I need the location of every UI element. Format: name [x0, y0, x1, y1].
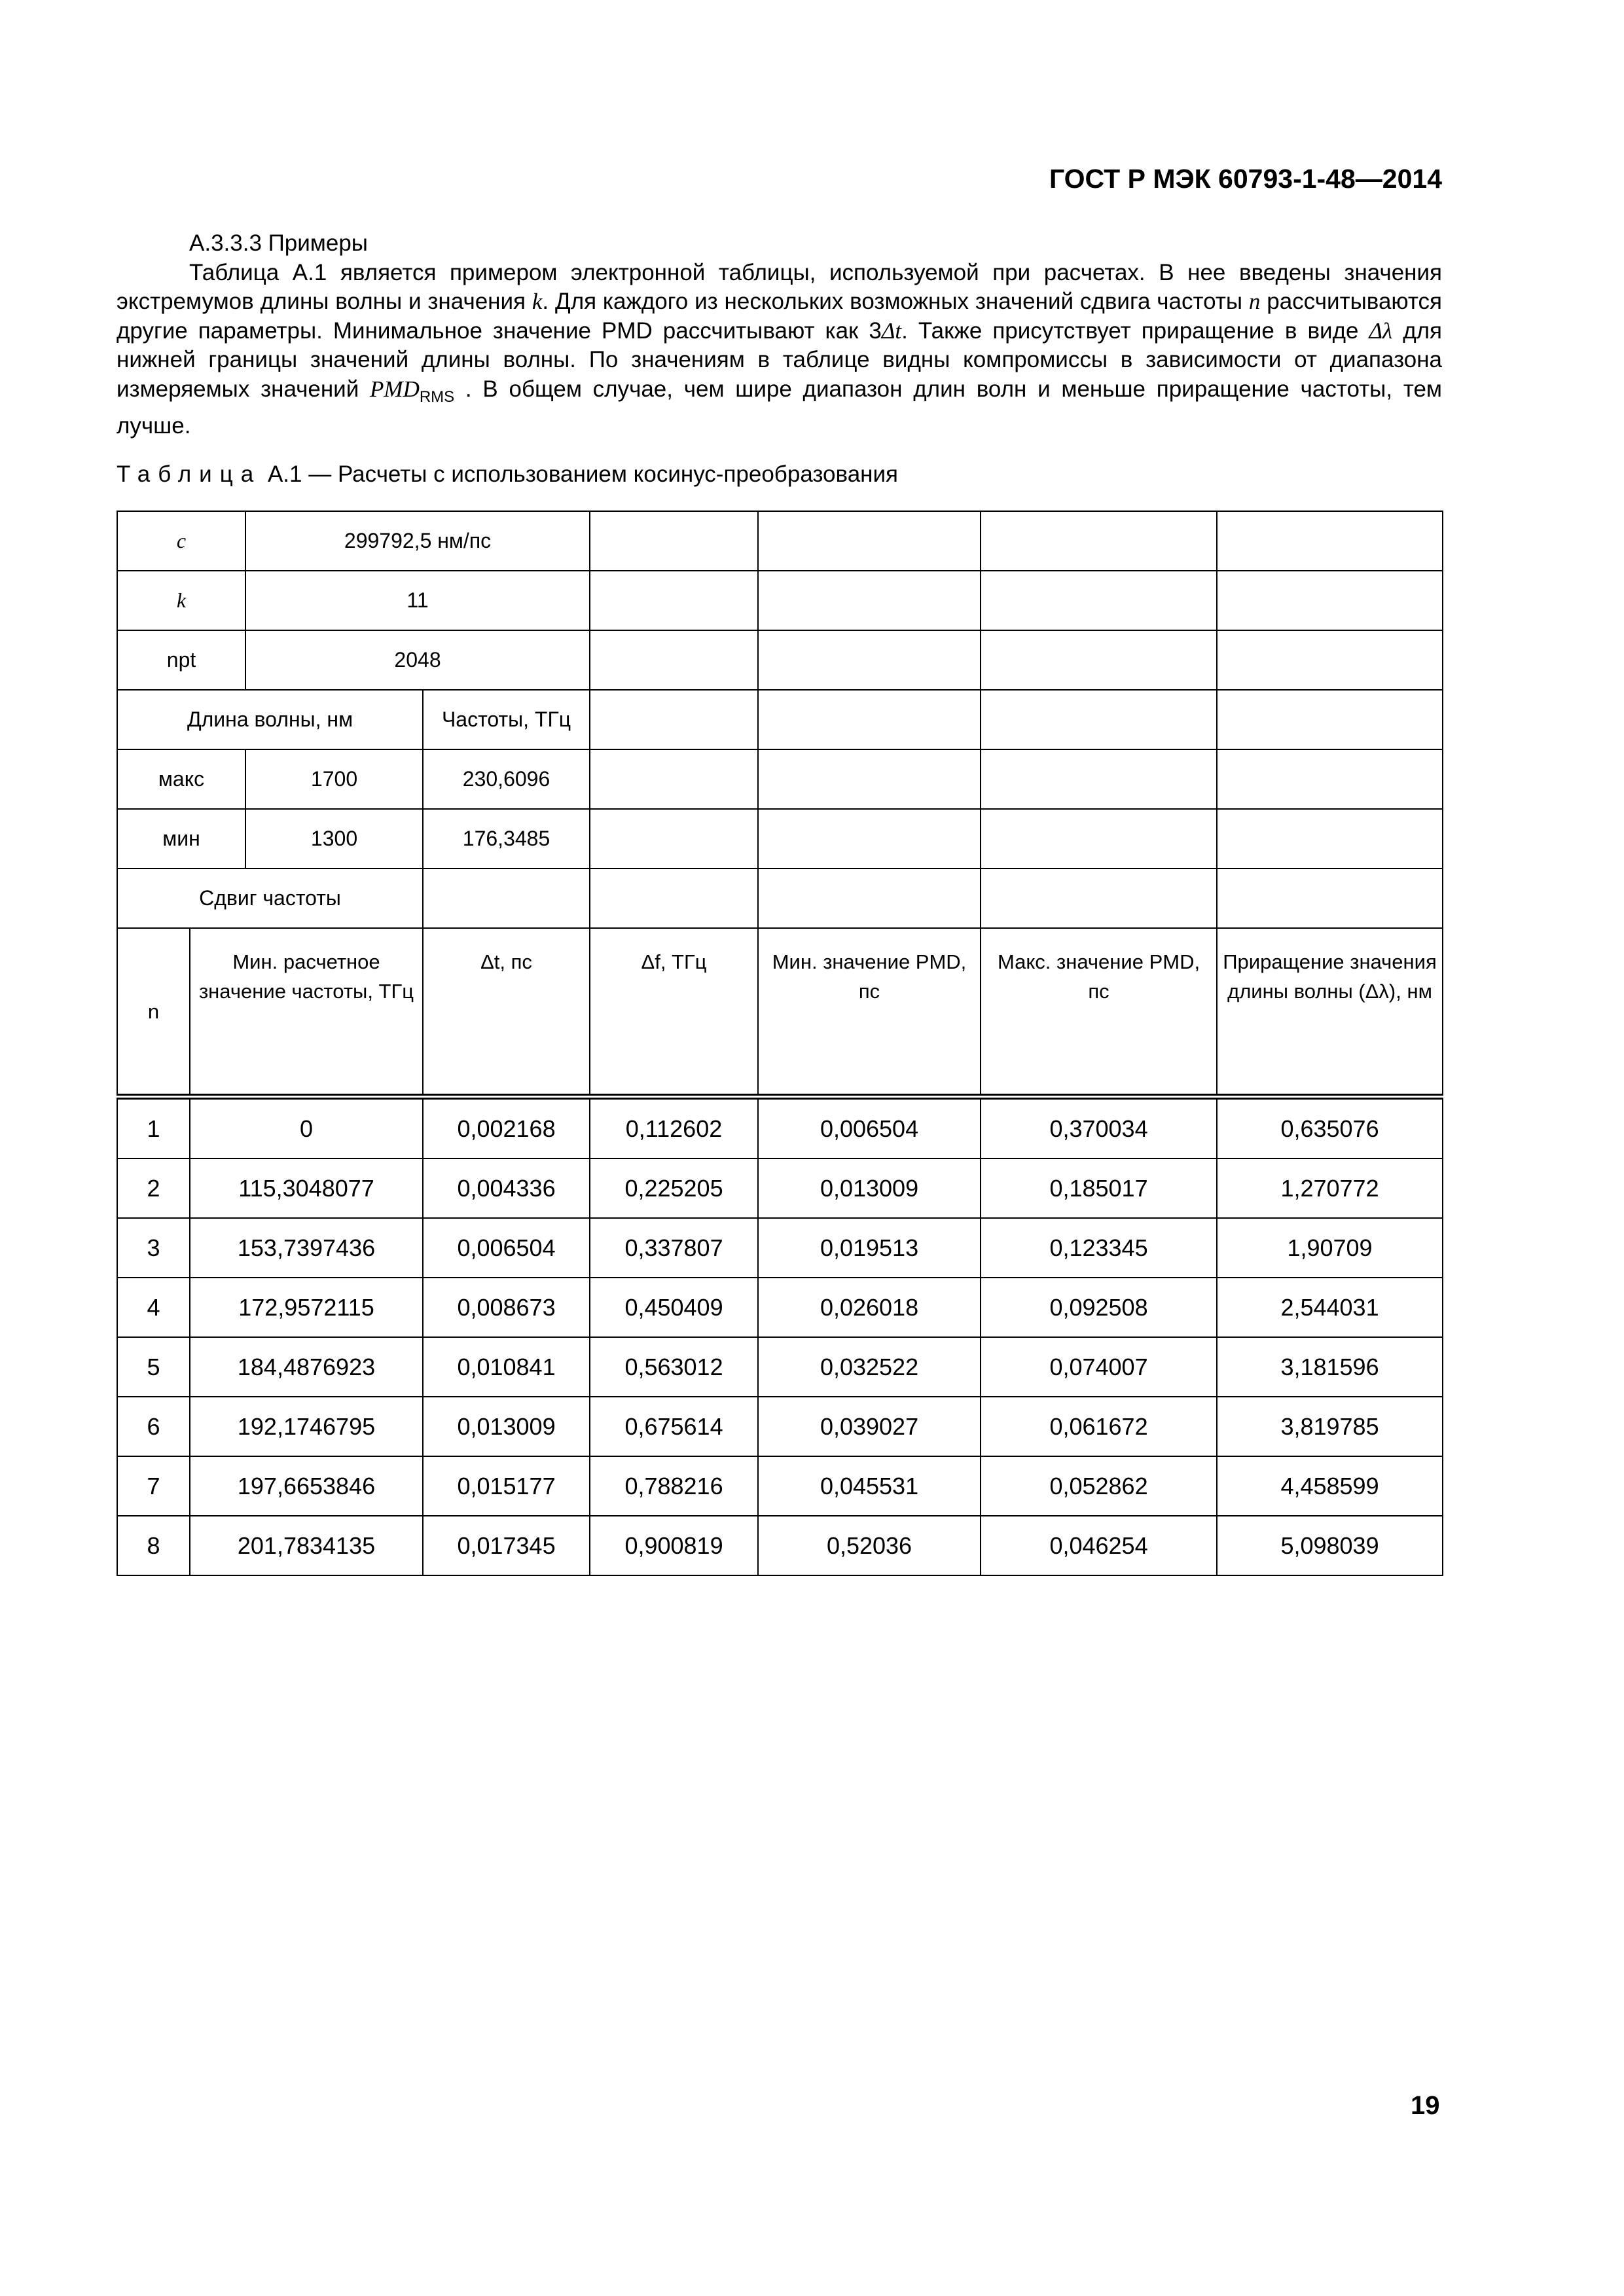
- table-cell: Δf, ТГц: [590, 928, 758, 1097]
- table-cell: 153,7397436: [190, 1218, 423, 1278]
- table-row: [117, 1278, 1443, 1337]
- table-cell: 7: [117, 1456, 190, 1516]
- table-cell: 0,370034: [981, 1097, 1217, 1159]
- table-row: [117, 1397, 1443, 1456]
- table-cell: [590, 809, 758, 869]
- table-cell: 0,045531: [758, 1456, 981, 1516]
- table-cell: Мин. значение PMD, пс: [758, 928, 981, 1097]
- table-cell: [590, 511, 758, 571]
- table-cell: 3,819785: [1217, 1397, 1443, 1456]
- table-cell: 0,002168: [423, 1097, 590, 1159]
- table-cell: 230,6096: [423, 749, 590, 809]
- table-cell: 192,1746795: [190, 1397, 423, 1456]
- table-cell: [1217, 571, 1443, 630]
- table-cell: 0,185017: [981, 1158, 1217, 1218]
- table-cell: 0,004336: [423, 1158, 590, 1218]
- table-cell: [981, 571, 1217, 630]
- table-cell: 0,450409: [590, 1278, 758, 1337]
- table-cell: 184,4876923: [190, 1337, 423, 1397]
- table-cell: 1300: [245, 809, 423, 869]
- table-cell: [423, 869, 590, 928]
- table-cell: k: [117, 571, 245, 630]
- table-cell: Δt, пс: [423, 928, 590, 1097]
- table-cell: 0,563012: [590, 1337, 758, 1397]
- table-cell: 0,074007: [981, 1337, 1217, 1397]
- table-cell: 0,008673: [423, 1278, 590, 1337]
- table-cell: 0,013009: [423, 1397, 590, 1456]
- table-cell: 1,90709: [1217, 1218, 1443, 1278]
- table-cell: [981, 809, 1217, 869]
- table-cell: 0,026018: [758, 1278, 981, 1337]
- table-cell: [981, 690, 1217, 749]
- table-cell: [758, 749, 981, 809]
- table-cell: npt: [117, 630, 245, 690]
- table-cell: 201,7834135: [190, 1516, 423, 1575]
- table-cell: n: [117, 928, 190, 1097]
- table-cell: c: [117, 511, 245, 571]
- table-row: [117, 630, 1443, 690]
- table-cell: [981, 869, 1217, 928]
- table-cell: [590, 630, 758, 690]
- table-row: [117, 869, 1443, 928]
- table-cell: 0,112602: [590, 1097, 758, 1159]
- table-cell: 0: [190, 1097, 423, 1159]
- table-cell: 115,3048077: [190, 1158, 423, 1218]
- table-cell: Длина волны, нм: [117, 690, 423, 749]
- table-cell: 0,052862: [981, 1456, 1217, 1516]
- table-cell: [1217, 869, 1443, 928]
- table-cell: 0,046254: [981, 1516, 1217, 1575]
- table-cell: [1217, 690, 1443, 749]
- table-cell: 0,017345: [423, 1516, 590, 1575]
- table-cell: 0,788216: [590, 1456, 758, 1516]
- table-row: [117, 1456, 1443, 1516]
- table-cell: Макс. значение PMD, пс: [981, 928, 1217, 1097]
- table-caption: Таблица А.1 — Расчеты с использованием косинус-преобразования: [117, 461, 899, 487]
- section-title: А.3.3.3 Примеры: [189, 230, 368, 256]
- table-cell: 2048: [245, 630, 590, 690]
- table-cell: 2: [117, 1158, 190, 1218]
- table-cell: [590, 690, 758, 749]
- table-cell: Мин. расчетное значение частоты, ТГц: [190, 928, 423, 1097]
- table-cell: [758, 630, 981, 690]
- table-cell: 0,019513: [758, 1218, 981, 1278]
- table-cell: 0,123345: [981, 1218, 1217, 1278]
- table-cell: 0,092508: [981, 1278, 1217, 1337]
- table-cell: [758, 511, 981, 571]
- table-cell: 1: [117, 1097, 190, 1159]
- table-cell: Сдвиг частоты: [117, 869, 423, 928]
- table-cell: 0,032522: [758, 1337, 981, 1397]
- table-cell: 1700: [245, 749, 423, 809]
- table-row: [117, 1218, 1443, 1278]
- table-cell: 299792,5 нм/пс: [245, 511, 590, 571]
- table-row: [117, 690, 1443, 749]
- table-cell: 0,006504: [423, 1218, 590, 1278]
- table-cell: [981, 749, 1217, 809]
- table-row: [117, 1097, 1443, 1159]
- table-row: [117, 749, 1443, 809]
- table-cell: Приращение значения длины волны (Δλ), нм: [1217, 928, 1443, 1097]
- table-cell: 6: [117, 1397, 190, 1456]
- table-row: [117, 571, 1443, 630]
- table-row: [117, 511, 1443, 571]
- table-cell: 0,013009: [758, 1158, 981, 1218]
- table-row: [117, 928, 1443, 1097]
- table-cell: 0,061672: [981, 1397, 1217, 1456]
- table-cell: 1,270772: [1217, 1158, 1443, 1218]
- table-cell: 0,225205: [590, 1158, 758, 1218]
- table-row: [117, 1516, 1443, 1575]
- table-cell: 3,181596: [1217, 1337, 1443, 1397]
- table-cell: Частоты, ТГц: [423, 690, 590, 749]
- table-row: [117, 809, 1443, 869]
- table-cell: [758, 690, 981, 749]
- table-cell: [1217, 630, 1443, 690]
- section-text: [117, 229, 1442, 441]
- table-cell: 0,675614: [590, 1397, 758, 1456]
- table-cell: [981, 511, 1217, 571]
- table-cell: 176,3485: [423, 809, 590, 869]
- table-cell: [590, 749, 758, 809]
- table-cell: 0,015177: [423, 1456, 590, 1516]
- table-cell: [590, 869, 758, 928]
- table-cell: 0,900819: [590, 1516, 758, 1575]
- table-cell: 8: [117, 1516, 190, 1575]
- table-row: [117, 1337, 1443, 1397]
- table-cell: [981, 630, 1217, 690]
- table-cell: [1217, 809, 1443, 869]
- table-cell: 0,635076: [1217, 1097, 1443, 1159]
- paragraph: Таблица А.1 является примером электронной таблицы, используемой при расчетах. В нее введены значения экстремумов длины волны и значения k. Для каждого из нескольких возможных значений сдвига частоты n рассчитываются другие параметры. Минимальное значение PMD рассчитывают как 3Δt. Также присутствует приращение в виде Δλ для нижней границы значений длины волны. По значениям в таблице видны компромиссы в зависимости от диапазона измеряемых значений $PMD_{RMS}$ . В общем случае, чем шире диапазон длин волн и меньше приращение частоты, тем лучше.: [117, 259, 1442, 439]
- table-cell: 0,52036: [758, 1516, 981, 1575]
- table-cell: 0,337807: [590, 1218, 758, 1278]
- table-cell: [758, 571, 981, 630]
- table-cell: 2,544031: [1217, 1278, 1443, 1337]
- table-cell: 0,006504: [758, 1097, 981, 1159]
- document-header: ГОСТ Р МЭК 60793-1-48—2014: [1049, 164, 1442, 194]
- table-cell: 3: [117, 1218, 190, 1278]
- table-cell: 0,010841: [423, 1337, 590, 1397]
- table-row: [117, 1158, 1443, 1218]
- table-cell: 5,098039: [1217, 1516, 1443, 1575]
- table-cell: 4,458599: [1217, 1456, 1443, 1516]
- table-cell: [1217, 511, 1443, 571]
- table-cell: [758, 869, 981, 928]
- table-cell: [758, 809, 981, 869]
- table-cell: [590, 571, 758, 630]
- page-number: 19: [1411, 2091, 1440, 2120]
- table-cell: [1217, 749, 1443, 809]
- table-cell: мин: [117, 809, 245, 869]
- table-cell: 11: [245, 571, 590, 630]
- table-cell: 172,9572115: [190, 1278, 423, 1337]
- table-cell: 4: [117, 1278, 190, 1337]
- table-cell: 5: [117, 1337, 190, 1397]
- table-cell: 197,6653846: [190, 1456, 423, 1516]
- table-cell: 0,039027: [758, 1397, 981, 1456]
- calculation-table: [117, 511, 1443, 1576]
- table-cell: макс: [117, 749, 245, 809]
